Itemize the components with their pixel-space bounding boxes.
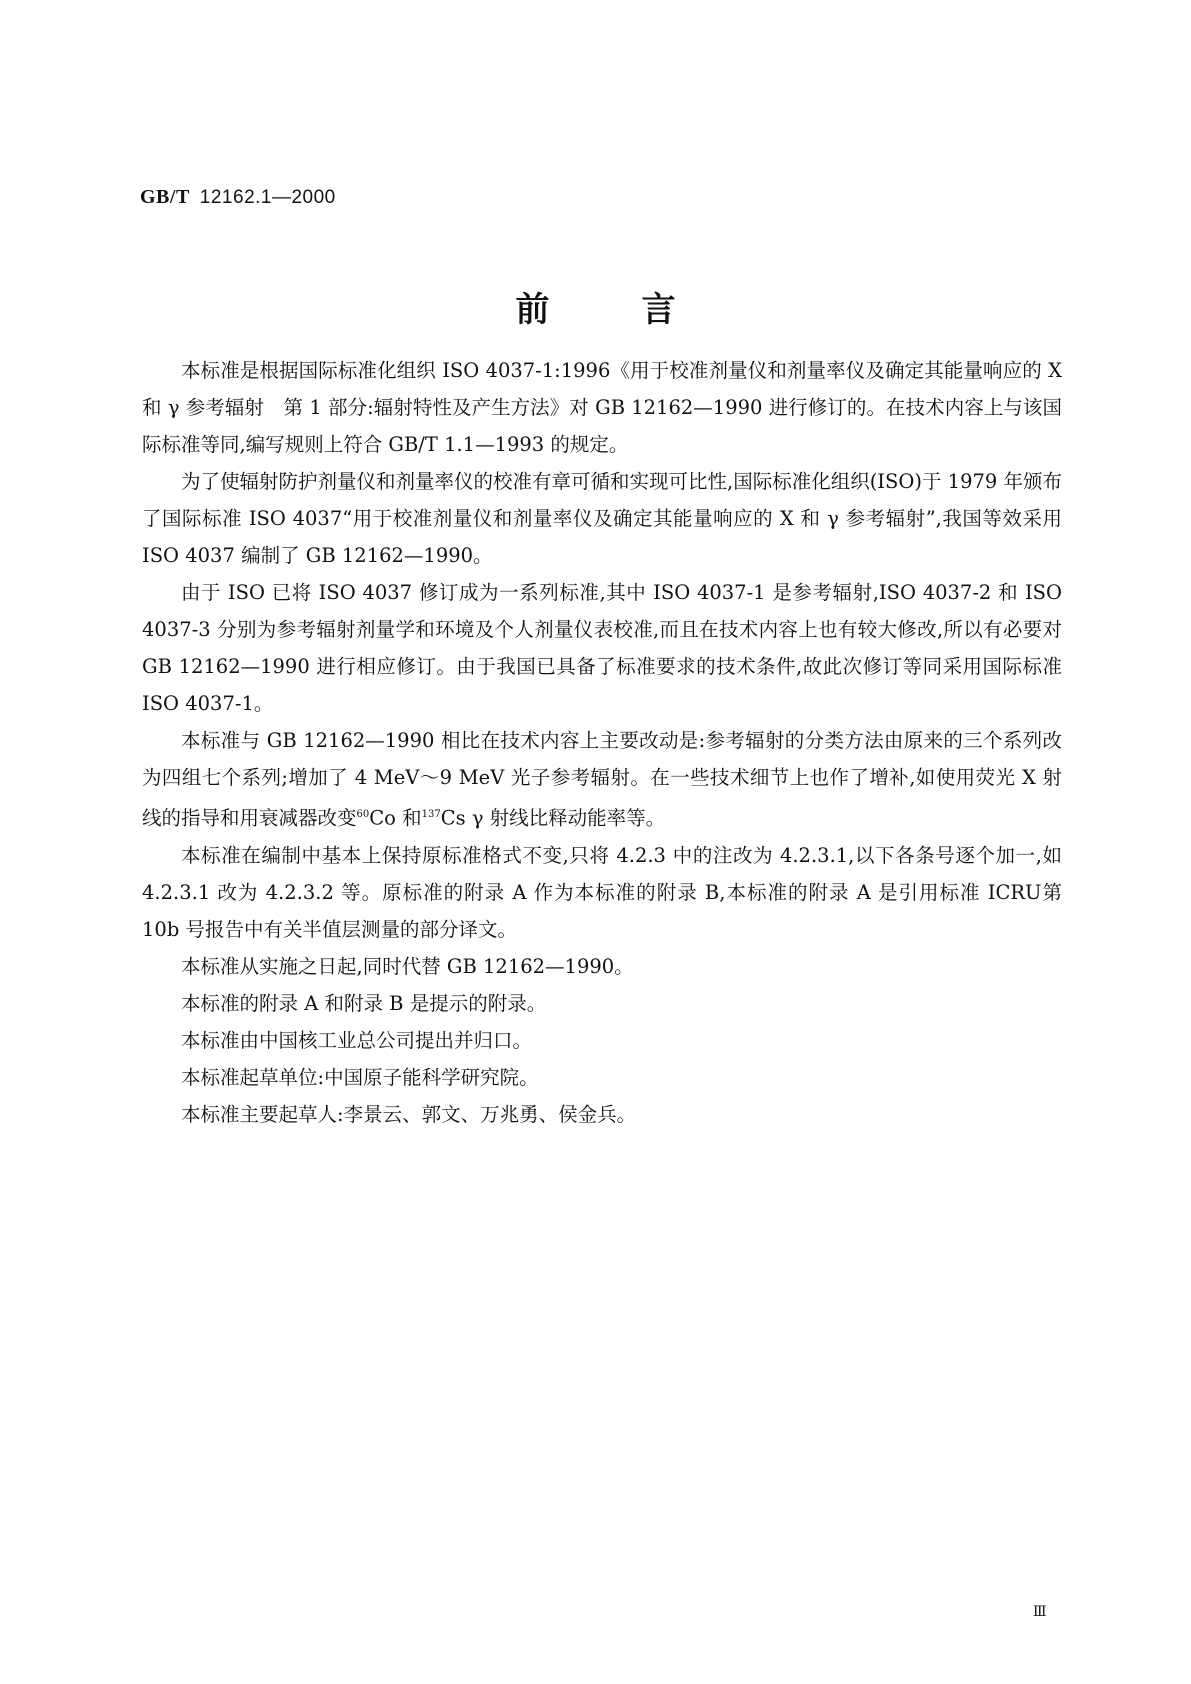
- paragraph-9: 本标准起草单位:中国原子能科学研究院。: [181, 1065, 539, 1089]
- paragraph-6: 本标准从实施之日起,同时代替 GB 12162—1990。: [181, 954, 634, 978]
- paragraph-1: 本标准是根据国际标准化组织 ISO 4037-1:1996《用于校准剂量仪和剂量率仪及确定其能量响应的 X 和 γ 参考辐射 第 1 部分:辐射特性及产生方法》对 GB 12162—1990 进行修订的。在技术内容上与该国际标准等同,编写规则上符合 GB/T 1.1—1993 的规定。: [142, 359, 1062, 456]
- foreword-body: [142, 352, 1062, 1133]
- paragraph-7: 本标准的附录 A 和附录 B 是提示的附录。: [181, 991, 547, 1015]
- paragraph-3: 由于 ISO 已将 ISO 4037 修订成为一系列标准,其中 ISO 4037-1 是参考辐射,ISO 4037-2 和 ISO 4037-3 分别为参考辐射剂量学和环境及个人剂量仪表校准,而且在技术内容上也有较大修改,所以有必要对 GB 12162—1990 进行相应修订。由于我国已具备了标准要求的技术条件,故此次修订等同采用国际标准 ISO 4037-1。: [142, 581, 1062, 715]
- paragraph-5: 本标准在编制中基本上保持原标准格式不变,只将 4.2.3 中的注改为 4.2.3.1,以下各条号逐个加一,如 4.2.3.1 改为 4.2.3.2 等。原标准的附录 A 作为本标准的附录 B,本标准的附录 A 是引用标准 ICRU第 10b 号报告中有关半值层测量的部分译文。: [142, 843, 1062, 941]
- title-char-2: 言: [641, 290, 676, 330]
- title-char-1: 前: [515, 290, 550, 330]
- paragraph-4-text-a: 本标准与 GB 12162—1990 相比在技术内容上主要改动是:参考辐射的分类方法由原来的三个系列改为四组七个系列;增加了 4 MeV～9 MeV 光子参考辐射。在一些技术细节上也作了增补,如使用荧光 X 射线的指导和用衰减器改变: [142, 729, 1062, 830]
- paragraph-4-text-b: Co 和: [369, 806, 422, 830]
- page-title: [0, 282, 1191, 331]
- standard-number: 12162.1—2000: [199, 187, 336, 208]
- standard-code: GB/T: [140, 186, 190, 208]
- paragraph-8: 本标准由中国核工业总公司提出并归口。: [181, 1028, 533, 1052]
- paragraph-4-text-c: Cs γ 射线比释动能率等。: [440, 806, 666, 830]
- paragraph-4: [142, 722, 1062, 837]
- document-code-header: [140, 186, 336, 209]
- isotope-mass-137: 137: [421, 809, 441, 820]
- paragraph-2: 为了使辐射防护剂量仪和剂量率仪的校准有章可循和实现可比性,国际标准化组织(ISO)于 1979 年颁布了国际标准 ISO 4037“用于校准剂量仪和剂量率仪及确定其能量响应的 X 和 γ 参考辐射”,我国等效采用 ISO 4037 编制了 GB 12162—1990。: [142, 470, 1062, 567]
- page-number: Ⅲ: [1033, 1604, 1047, 1620]
- isotope-mass-60: 60: [356, 809, 370, 820]
- paragraph-10: 本标准主要起草人:李景云、郭文、万兆勇、侯金兵。: [181, 1102, 637, 1126]
